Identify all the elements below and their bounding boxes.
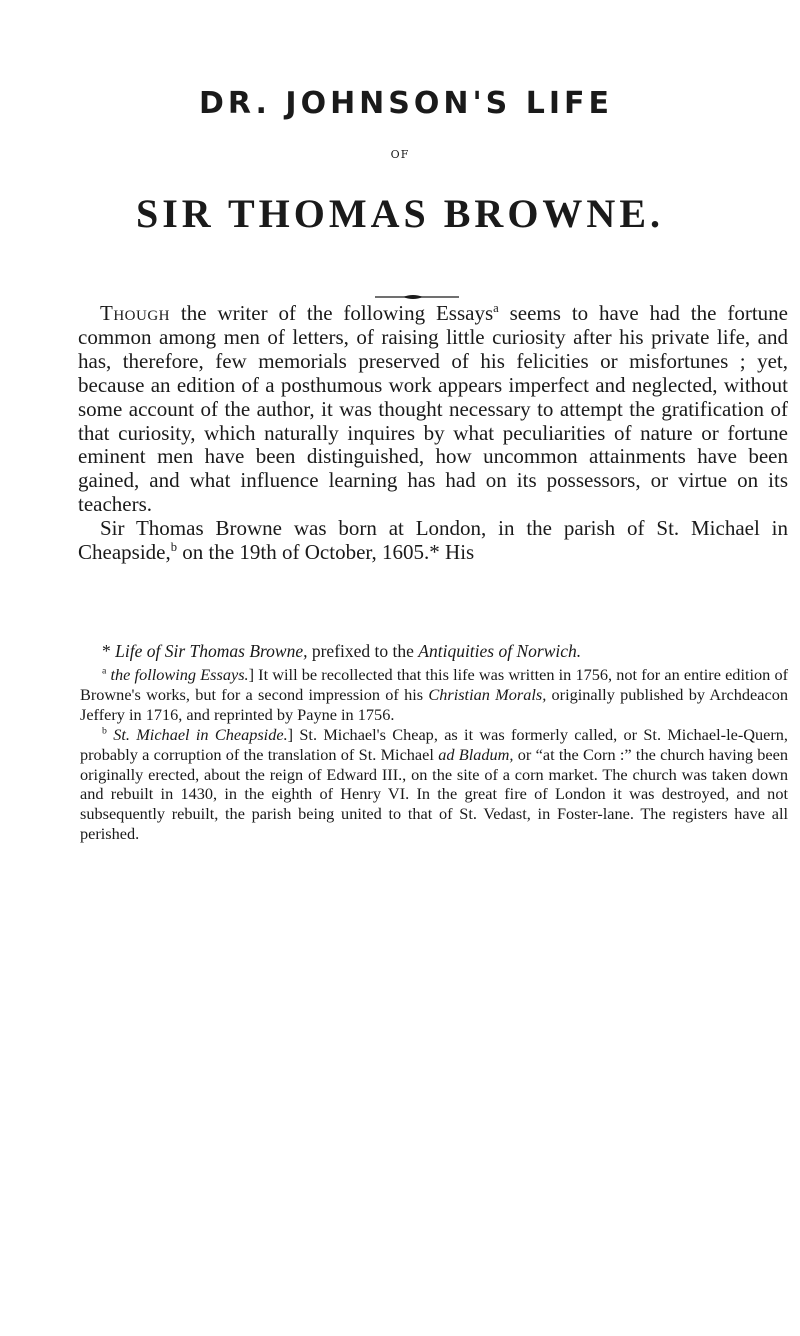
paragraph-2 (78, 517, 788, 565)
footnote-b-text-2: or “at the Corn :” the church having been originally erected, about the reign of Edward III., on the site of a corn market. The church was taken down and rebuilt in 1430, in the eighth of Henry VI. In the great fire of London it was destroyed, and not subsequently rebuilt, the parish being united to that of St. Vedast, in Foster-lane. The registers have all perished. (80, 744, 789, 844)
paragraph-1-text-b: seems to have had the fortune common among men of letters, of raising little curiosity after his private life, and has, therefore, few memorials preserved of his felicities or misfortunes ; yet, because an edition of a posthumous work appears imperfect and neglected, without some account of the author, it was thought necessary to attempt the gratification of that curiosity, which naturally inquires by what peculiarities of nature or fortune eminent men have been distinguished, how uncommon attainments have been gained, and what influence learning has had on its possessors, or virtue on its teachers. (78, 301, 788, 517)
footnote-a-mark: a (102, 665, 107, 677)
footnote-b-text-1: ] St. Michael's Cheap, as it was formerly called, or St. Michael-le-Quern, probably a corruption of the translation of St. Michael (80, 724, 789, 764)
footnote-star-mark: * (102, 641, 111, 661)
title-line-1: DR. JOHNSON'S LIFE (199, 86, 613, 121)
footnote-ref-b: b (170, 540, 178, 555)
main-text (78, 302, 788, 565)
footnote-a-lemma: the following Essays. (110, 665, 249, 684)
paragraph-1 (78, 302, 788, 517)
footnote-a-work: Christian Morals, (428, 684, 547, 704)
paragraph-1-text-a: the writer of the following Essays (170, 301, 494, 325)
footnote-a (80, 665, 788, 725)
footnote-b-lemma: St. Michael in Cheapside. (113, 724, 288, 744)
paragraph-2-text-b: on the 19th of October, 1605.* His (177, 540, 475, 565)
footnote-ref-a: a (493, 301, 499, 315)
footnote-star (80, 640, 788, 662)
footnotes (80, 640, 788, 844)
paragraph-lead: Though (100, 301, 170, 325)
footnote-a-text-1: ] It will be recollected that this life was written in 1756, not for an entire edition of Browne's works, but for a second impression of his (80, 665, 789, 704)
footnote-star-text: prefixed to the (307, 641, 419, 661)
footnote-b-latin: ad Bladum, (438, 744, 514, 764)
ornament-rule-icon (375, 293, 459, 301)
footnote-star-title: Life of Sir Thomas Browne, (115, 641, 308, 661)
title-line-of: OF (390, 148, 410, 161)
footnote-b (80, 725, 788, 844)
title-line-main: SIR THOMAS BROWNE. (135, 191, 664, 236)
footnote-star-work: Antiquities of Norwich. (418, 641, 582, 661)
footnote-b-mark: b (102, 725, 107, 737)
footnote-a-text-2: originally published by Archdeacon Jeffery in 1716, and reprinted by Payne in 1756. (80, 684, 788, 724)
paragraph-2-text-a: Sir Thomas Browne was born at London, in the parish of St. Michael in Cheapside, (78, 516, 788, 565)
